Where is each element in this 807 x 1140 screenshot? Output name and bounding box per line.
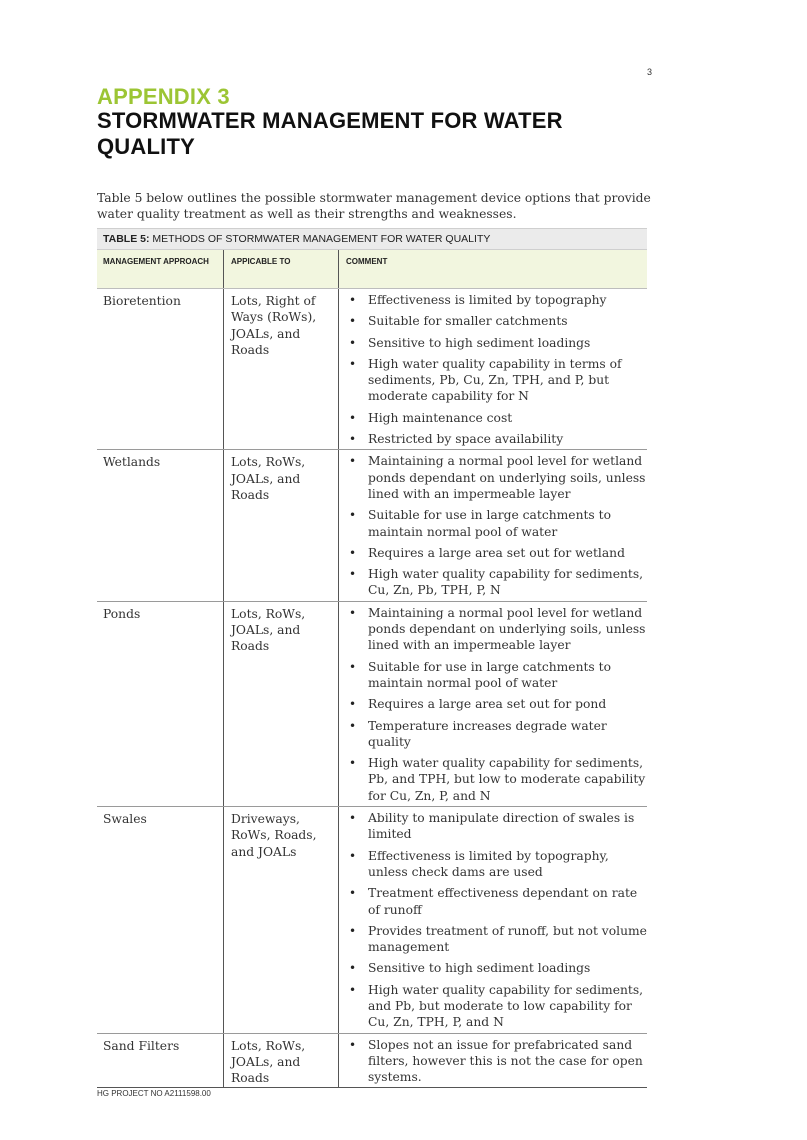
table-row: [97, 602, 647, 807]
cell-applicable: Driveways, RoWs, Roads, and JOALs: [223, 807, 338, 1033]
cell-comment: [338, 807, 647, 1033]
comment-text: Treatment effectiveness dependant on rate of runoff: [368, 886, 638, 917]
comment-item: [346, 410, 647, 426]
comment-text: Temperature increases degrade water quality: [368, 718, 607, 749]
cell-applicable: Lots, RoWs, JOALs, and Roads: [223, 602, 338, 806]
header-comment: COMMENT: [338, 250, 647, 288]
comment-item: [346, 718, 647, 751]
bullet-icon: •: [349, 756, 357, 771]
comment-item: [346, 605, 647, 654]
comment-text: Slopes not an issue for prefabricated sand filters, however this is not the case for open systems.: [368, 1037, 643, 1085]
comment-text: Effectiveness is limited by topography: [368, 293, 607, 307]
comment-list: [346, 1037, 647, 1086]
cell-applicable: Lots, Right of Ways (RoWs), JOALs, and Roads: [223, 289, 338, 449]
comment-text: Suitable for use in large catchments to maintain normal pool of water: [368, 508, 611, 539]
comment-text: Sensitive to high sediment loadings: [368, 961, 591, 976]
comment-list: [346, 453, 647, 598]
comment-text: Maintaining a normal pool level for wetland ponds dependant on underlying soils, unless lined with an impermeable layer: [368, 605, 646, 653]
comment-text: Provides treatment of runoff, but not volume management: [368, 923, 647, 955]
cell-applicable: Lots, RoWs, JOALs, and Roads: [223, 450, 338, 600]
cell-comment: [338, 289, 647, 449]
bullet-icon: •: [349, 961, 357, 976]
bullet-icon: •: [349, 886, 357, 901]
table-caption: [97, 228, 647, 250]
comment-item: [346, 356, 647, 405]
cell-approach: Bioretention: [103, 294, 181, 308]
cell-approach: Ponds: [103, 606, 141, 621]
bullet-icon: •: [349, 811, 357, 826]
table-row: [97, 450, 647, 601]
bullet-icon: •: [349, 848, 357, 863]
table-body: [97, 289, 647, 1088]
header-approach: MANAGEMENT APPROACH: [103, 257, 209, 266]
comment-item: [346, 431, 647, 447]
comment-text: High maintenance cost: [368, 410, 513, 425]
comment-item: [346, 507, 647, 540]
bullet-icon: •: [349, 605, 357, 620]
comment-item: [346, 1037, 647, 1086]
comment-text: Restricted by space availability: [368, 432, 564, 447]
bullet-icon: •: [349, 293, 357, 307]
comment-item: [346, 566, 647, 599]
comment-text: High water quality capability for sediments, Pb, and TPH, but low to moderate capability for Cu, Zn, P, and N: [368, 756, 646, 803]
comment-item: [346, 292, 647, 308]
comment-text: Ability to manipulate direction of swales is limited: [368, 811, 635, 842]
comment-text: High water quality capability for sediments, Cu, Zn, Pb, TPH, P, N: [368, 567, 644, 598]
comment-item: [346, 659, 647, 692]
bullet-icon: •: [349, 410, 357, 425]
cell-comment: [338, 1034, 647, 1088]
cell-applicable: Lots, RoWs, JOALs, and Roads: [223, 1034, 338, 1088]
bullet-icon: •: [349, 454, 357, 469]
comment-item: [346, 313, 647, 329]
cell-approach: Sand Filters: [103, 1038, 180, 1053]
comment-item: [346, 810, 647, 843]
table-header: [97, 250, 647, 289]
bullet-icon: •: [349, 432, 357, 447]
comment-item: [346, 453, 647, 502]
comment-text: Suitable for smaller catchments: [368, 314, 568, 329]
comment-item: [346, 960, 647, 976]
cell-approach: Swales: [103, 812, 147, 827]
bullet-icon: •: [349, 356, 357, 371]
comment-item: [346, 545, 647, 561]
bullet-icon: •: [349, 718, 357, 733]
bullet-icon: •: [349, 697, 357, 712]
comment-list: [346, 292, 647, 447]
comment-text: Sensitive to high sediment loadings: [368, 335, 591, 350]
bullet-icon: •: [349, 659, 357, 674]
comment-item: [346, 923, 647, 956]
page-title: STORMWATER MANAGEMENT FOR WATER QUALITY: [97, 108, 563, 159]
table-caption-text: METHODS OF STORMWATER MANAGEMENT FOR WATER QUALITY: [149, 233, 491, 245]
cell-comment: [338, 602, 647, 806]
comment-item: [346, 755, 647, 804]
bullet-icon: •: [349, 335, 357, 350]
cell-approach: Wetlands: [103, 455, 161, 470]
bullet-icon: •: [349, 314, 357, 329]
comment-item: [346, 696, 647, 712]
comment-item: [346, 885, 647, 918]
comment-list: [346, 605, 647, 804]
comment-text: Suitable for use in large catchments to maintain normal pool of water: [368, 659, 611, 690]
methods-table: [97, 228, 647, 1088]
comment-text: High water quality capability for sediments, and Pb, but moderate to low capability for Cu, Zn, TPH, P, and N: [368, 982, 644, 1030]
table-row: [97, 289, 647, 450]
page-number: 3: [647, 67, 653, 77]
bullet-icon: •: [349, 982, 357, 997]
comment-text: Requires a large area set out for pond: [368, 697, 607, 712]
comment-text: Requires a large area set out for wetland: [368, 545, 625, 560]
comment-item: [346, 335, 647, 351]
table-row: [97, 1034, 647, 1089]
bullet-icon: •: [349, 545, 357, 560]
comment-text: High water quality capability in terms of sediments, Pb, Cu, Zn, TPH, and P, but moderate capability for N: [368, 356, 622, 404]
bullet-icon: •: [349, 567, 357, 582]
comment-list: [346, 810, 647, 1031]
appendix-label: APPENDIX 3: [97, 84, 230, 109]
table-caption-label: TABLE 5:: [103, 233, 150, 245]
table-row: [97, 807, 647, 1034]
comment-text: Effectiveness is limited by topography, unless check dams are used: [368, 848, 609, 879]
bullet-icon: •: [349, 923, 357, 938]
bullet-icon: •: [349, 508, 357, 523]
header-applicable: APPICABLE TO: [223, 250, 338, 288]
bullet-icon: •: [349, 1037, 357, 1052]
intro-paragraph: Table 5 below outlines the possible stormwater management device options that provide water quality treatment as well as their strengths and weaknesses.: [97, 191, 651, 221]
comment-text: Maintaining a normal pool level for wetland ponds dependant on underlying soils, unless lined with an impermeable layer: [368, 454, 646, 501]
comment-item: [346, 982, 647, 1031]
cell-comment: [338, 450, 647, 600]
footer-project-number: HG PROJECT NO A2111598.00: [97, 1089, 211, 1098]
comment-item: [346, 848, 647, 881]
